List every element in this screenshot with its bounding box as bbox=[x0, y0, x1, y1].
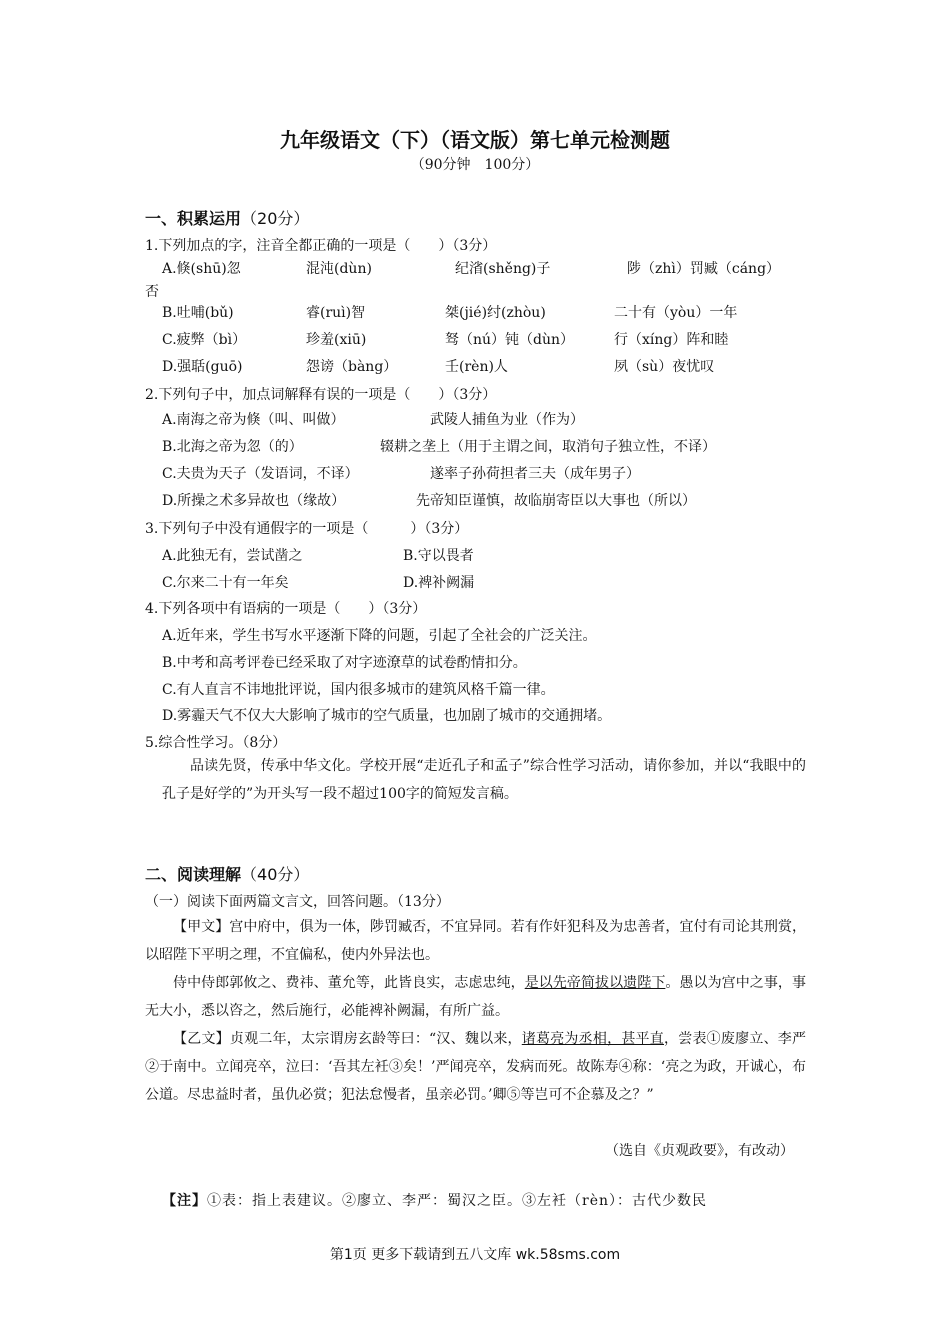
q1-option-d-2: 怨谤（bàng） bbox=[306, 359, 398, 375]
q1-option-a-1: A.倏(shū)忽 bbox=[162, 261, 241, 277]
reading-1-jia-para-2 bbox=[145, 969, 806, 1025]
section-title: 二、阅读理解 bbox=[145, 865, 242, 884]
section-score: （20分） bbox=[241, 209, 310, 228]
q4-option-c: C.有人直言不讳地批评说，国内很多城市的建筑风格千篇一律。 bbox=[162, 682, 555, 698]
q2-option-a-2: 武陵人捕鱼为业（作为） bbox=[430, 412, 584, 428]
q1-option-a-3: 纪渻(shěng)子 bbox=[455, 261, 551, 277]
section-heading-1 bbox=[145, 206, 309, 229]
q4-option-a: A.近年来，学生书写水平逐渐下降的问题，引起了全社会的广泛关注。 bbox=[162, 628, 597, 644]
question-3-stem: 3.下列句子中没有通假字的一项是（ ）（3分） bbox=[145, 521, 469, 537]
reading-1-intro: （一）阅读下面两篇文言文，回答问题。（13分） bbox=[145, 894, 450, 910]
q1-option-c-2: 珍羞(xiū) bbox=[306, 332, 367, 348]
q1-option-b-3: 桀(jié)纣(zhòu) bbox=[445, 305, 546, 321]
q1-option-b-4: 二十有（yòu）一年 bbox=[614, 305, 738, 321]
jia-underlined-sentence: 是以先帝简拔以遗陛下 bbox=[524, 975, 666, 991]
q1-option-d-4: 夙（sù）夜忧叹 bbox=[614, 359, 715, 375]
q1-option-c-4: 行（xíng）阵和睦 bbox=[614, 332, 729, 348]
q2-option-b-1: B.北海之帝为忽（的） bbox=[162, 439, 303, 455]
q2-option-b-2: 辍耕之垄上（用于主谓之间，取消句子独立性，不译） bbox=[380, 439, 716, 455]
question-5-body: 品读先贤，传承中华文化。学校开展“走近孔子和孟子”综合性学习活动，请你参加，并以“我眼中的孔子是好学的”为开头写一段不超过100字的简短发言稿。 bbox=[162, 758, 806, 802]
yi-text-pre: 贞观二年，太宗谓房玄龄等曰：“汉、魏以来， bbox=[229, 1031, 522, 1047]
yi-text-post: ，尝表①废廖立、李严②于南中。立闻亮卒，泣曰：‘吾其左衽③矣！’严闻亮卒，发病而死。故陈寿④称：‘亮之为政，开诚心，布公道。尽忠益时者，虽仇必赏；犯法怠慢者，虽亲必罚。’卿⑤等岂可不企慕及之？” bbox=[145, 1031, 807, 1103]
page-footer: 第1页 更多下载请到五八文库 wk.58sms.com bbox=[329, 1247, 621, 1263]
page-title: 九年级语文（下）（语文版）第七单元检测题 bbox=[280, 128, 670, 152]
note-label: 【注】 bbox=[162, 1193, 207, 1209]
q4-option-d: D.雾霾天气不仅大大影响了城市的空气质量，也加剧了城市的交通拥堵。 bbox=[162, 708, 612, 724]
q1-option-a-4: 陟（zhì）罚臧（cáng） bbox=[627, 261, 781, 277]
question-5-stem: 5.综合性学习。（8分） bbox=[145, 735, 287, 751]
note-text: ①表：指上表建议。②廖立、李严：蜀汉之臣。③左衽（rèn）：古代少数民 bbox=[207, 1193, 707, 1209]
page-subtitle: （90分钟 100分） bbox=[410, 157, 540, 173]
jia-label: 【甲文】 bbox=[173, 919, 230, 935]
section-heading-2 bbox=[145, 862, 309, 885]
reading-1-jia-para-1 bbox=[145, 913, 806, 969]
q3-option-d: D.裨补阙漏 bbox=[403, 575, 475, 591]
q3-option-a: A.此独无有，尝试凿之 bbox=[162, 548, 303, 564]
section-title: 一、积累运用 bbox=[145, 209, 242, 228]
q2-option-d-2: 先帝知臣谨慎，故临崩寄臣以大事也（所以） bbox=[416, 493, 696, 509]
question-4-stem: 4.下列各项中有语病的一项是（ ）（3分） bbox=[145, 601, 427, 617]
question-2-stem: 2.下列句子中，加点词解释有误的一项是（ ）（3分） bbox=[145, 387, 497, 403]
q1-option-d-1: D.强聒(guō) bbox=[162, 359, 243, 375]
q1-option-b-2: 睿(ruì)智 bbox=[306, 305, 366, 321]
yi-label: 【乙文】 bbox=[173, 1031, 230, 1047]
q3-option-c: C.尔来二十有一年矣 bbox=[162, 575, 289, 591]
section-score: （40分） bbox=[241, 865, 310, 884]
q1-option-b-1: B.吐哺(bǔ) bbox=[162, 305, 234, 321]
q1-option-c-1: C.疲弊（bì） bbox=[162, 332, 247, 348]
q2-option-d-1: D.所操之术多异故也（缘故） bbox=[162, 493, 346, 509]
yi-underlined-sentence: 诸葛亮为丞相，甚平直 bbox=[521, 1031, 665, 1047]
q4-option-b: B.中考和高考评卷已经采取了对字迹潦草的试卷酌情扣分。 bbox=[162, 655, 527, 671]
q2-option-a-1: A.南海之帝为倏（叫、叫做） bbox=[162, 412, 345, 428]
reading-1-source: （选自《贞观政要》，有改动） bbox=[605, 1143, 794, 1159]
q1-option-a-tail: 否 bbox=[145, 284, 159, 300]
jia-text-2-pre: 侍中侍郎郭攸之、费祎、董允等，此皆良实，志虑忠纯， bbox=[173, 975, 525, 991]
jia-text-1: 宫中府中，俱为一体，陟罚臧否，不宜异同。若有作奸犯科及为忠善者，宜付有司论其刑赏，以昭陛下平明之理，不宜偏私，使内外异法也。 bbox=[145, 919, 807, 963]
reading-1-note bbox=[162, 1190, 707, 1210]
q2-option-c-2: 遂率子孙荷担者三夫（成年男子） bbox=[430, 466, 640, 482]
q1-option-a-2: 混沌(dùn) bbox=[306, 261, 372, 277]
q3-option-b: B.守以畏者 bbox=[403, 548, 474, 564]
q2-option-c-1: C.夫贵为天子（发语词，不译） bbox=[162, 466, 359, 482]
q1-option-d-3: 壬(rèn)人 bbox=[445, 359, 508, 375]
question-1-stem: 1.下列加点的字，注音全都正确的一项是（ ）（3分） bbox=[145, 238, 497, 254]
reading-1-yi-para bbox=[145, 1025, 806, 1109]
q1-option-c-3: 驽（nú）钝（dùn） bbox=[445, 332, 575, 348]
jia-text-2-post: 。愚以为宫中之事，事无大小，悉以咨之，然后施行，必能裨补阙漏，有所广益。 bbox=[145, 975, 807, 1019]
